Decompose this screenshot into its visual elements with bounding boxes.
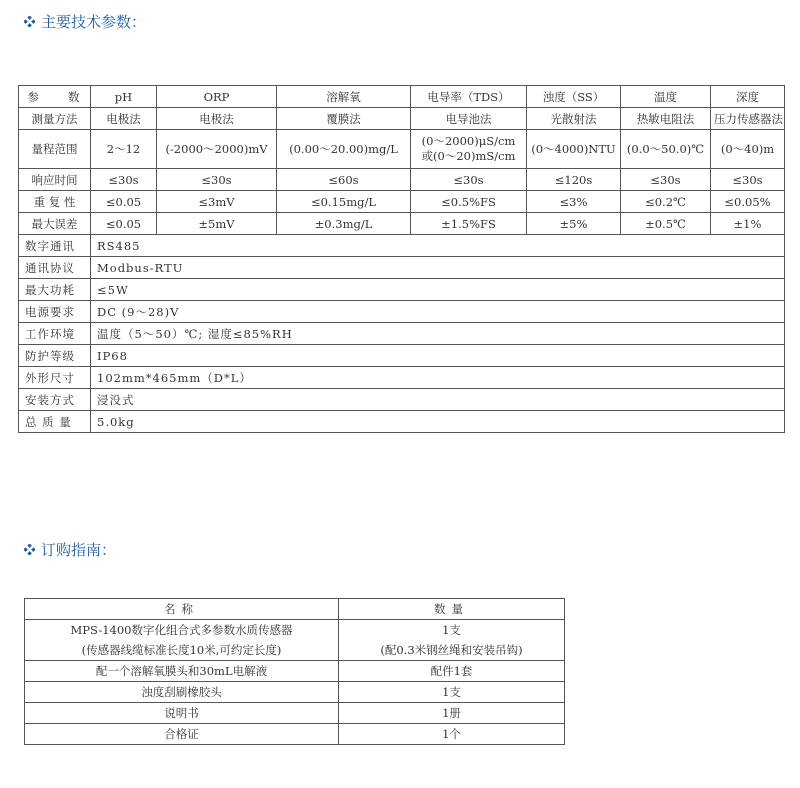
row-label: 总 质 量 [19, 411, 91, 433]
table-header-row [19, 86, 785, 108]
range-line: (0～2000)μS/cm [421, 134, 516, 148]
item-name: 合格证 [25, 724, 339, 745]
header-cell: 参 数 [19, 86, 91, 108]
table-row [19, 301, 785, 323]
row-label: 电源要求 [19, 301, 91, 323]
item-name: 配一个溶解氧膜头和30mL电解液 [25, 661, 339, 682]
table-cell: ≤0.05% [711, 191, 785, 213]
table-cell: IP68 [91, 345, 785, 367]
tech-params-table [18, 85, 785, 433]
table-cell: 电极法 [157, 108, 277, 130]
table-row [25, 620, 565, 641]
table-row [19, 108, 785, 130]
item-name: (传感器线缆标准长度10米,可约定长度) [25, 640, 339, 661]
table-cell: ±1% [711, 213, 785, 235]
item-name: 说明书 [25, 703, 339, 724]
row-label: 通讯协议 [19, 257, 91, 279]
row-label: 最大误差 [19, 213, 91, 235]
table-header-row [25, 599, 565, 620]
row-label: 安装方式 [19, 389, 91, 411]
table-cell: ≤3% [527, 191, 621, 213]
table-row [19, 130, 785, 169]
table-row [19, 411, 785, 433]
table-cell: ≤0.2℃ [621, 191, 711, 213]
table-row [19, 345, 785, 367]
table-cell: ≤30s [621, 169, 711, 191]
table-cell: ≤30s [91, 169, 157, 191]
table-row [25, 661, 565, 682]
table-row [19, 169, 785, 191]
row-label: 工作环境 [19, 323, 91, 345]
table-cell: ±5mV [157, 213, 277, 235]
table-row [19, 191, 785, 213]
table-cell: (-2000～2000)mV [157, 130, 277, 169]
header-cell: 浊度（SS） [527, 86, 621, 108]
header-cell: 数量 [339, 599, 565, 620]
table-cell: ≤0.05 [91, 191, 157, 213]
header-cell: 名称 [25, 599, 339, 620]
table-cell: 5.0kg [91, 411, 785, 433]
table-row [19, 279, 785, 301]
table-cell: ≤0.15mg/L [277, 191, 411, 213]
table-cell: 覆膜法 [277, 108, 411, 130]
table-cell: ≤30s [711, 169, 785, 191]
header-cell: 温度 [621, 86, 711, 108]
item-name: MPS-1400数字化组合式多参数水质传感器 [25, 620, 339, 641]
item-qty: 1个 [339, 724, 565, 745]
table-cell: (0～40)m [711, 130, 785, 169]
order-guide-title: 订购指南： [41, 540, 117, 559]
table-cell: 浸没式 [91, 389, 785, 411]
table-cell: ≤0.05 [91, 213, 157, 235]
table-row [25, 703, 565, 724]
table-row [19, 389, 785, 411]
header-cell: pH [91, 86, 157, 108]
table-cell: 光散射法 [527, 108, 621, 130]
table-cell: ±1.5%FS [411, 213, 527, 235]
table-cell: ±0.3mg/L [277, 213, 411, 235]
table-row [19, 235, 785, 257]
row-label: 外形尺寸 [19, 367, 91, 389]
table-cell: 2～12 [91, 130, 157, 169]
table-cell: 压力传感器法 [711, 108, 785, 130]
table-cell: 热敏电阻法 [621, 108, 711, 130]
tech-params-title: 主要技术参数： [41, 12, 147, 31]
table-row [19, 257, 785, 279]
table-cell: 电极法 [91, 108, 157, 130]
header-cell: 电导率（TDS） [411, 86, 527, 108]
row-label: 量程范围 [19, 130, 91, 169]
header-cell: ORP [157, 86, 277, 108]
table-cell: (0～4000)NTU [527, 130, 621, 169]
diamond-bullet-icon [24, 544, 35, 555]
table-cell: ≤0.5%FS [411, 191, 527, 213]
table-cell: RS485 [91, 235, 785, 257]
table-cell: ≤30s [157, 169, 277, 191]
table-cell: ≤30s [411, 169, 527, 191]
order-guide-heading [24, 538, 116, 560]
table-cell: ≤120s [527, 169, 621, 191]
table-cell: ≤60s [277, 169, 411, 191]
range-line-alt: 或(0～20)mS/cm [421, 149, 516, 163]
table-row [19, 213, 785, 235]
tech-params-heading [24, 10, 146, 32]
table-row [25, 724, 565, 745]
table-cell [411, 130, 527, 169]
row-label: 测量方法 [19, 108, 91, 130]
diamond-bullet-icon [24, 16, 35, 27]
item-name: 浊度刮刷橡胶头 [25, 682, 339, 703]
table-cell: 102mm*465mm（D*L） [91, 367, 785, 389]
table-cell: 温度（5～50）℃; 湿度≤85%RH [91, 323, 785, 345]
table-cell: (0.0～50.0)℃ [621, 130, 711, 169]
row-label: 最大功耗 [19, 279, 91, 301]
row-label: 重 复 性 [19, 191, 91, 213]
table-cell: DC (9～28)V [91, 301, 785, 323]
row-label: 数字通讯 [19, 235, 91, 257]
header-cell: 深度 [711, 86, 785, 108]
table-cell: 电导池法 [411, 108, 527, 130]
item-qty: 1支 [339, 682, 565, 703]
table-row [19, 367, 785, 389]
item-qty: 1册 [339, 703, 565, 724]
row-label: 响应时间 [19, 169, 91, 191]
item-qty: (配0.3米钢丝绳和安装吊钩) [339, 640, 565, 661]
table-cell: (0.00～20.00)mg/L [277, 130, 411, 169]
item-qty: 1支 [339, 620, 565, 641]
order-guide-table [24, 598, 565, 745]
table-cell: ≤5W [91, 279, 785, 301]
table-cell: ±0.5℃ [621, 213, 711, 235]
table-cell: ±5% [527, 213, 621, 235]
table-cell: ≤3mV [157, 191, 277, 213]
header-cell: 溶解氧 [277, 86, 411, 108]
table-row [25, 682, 565, 703]
item-qty: 配件1套 [339, 661, 565, 682]
table-cell: Modbus-RTU [91, 257, 785, 279]
row-label: 防护等级 [19, 345, 91, 367]
table-row [19, 323, 785, 345]
table-row [25, 640, 565, 661]
